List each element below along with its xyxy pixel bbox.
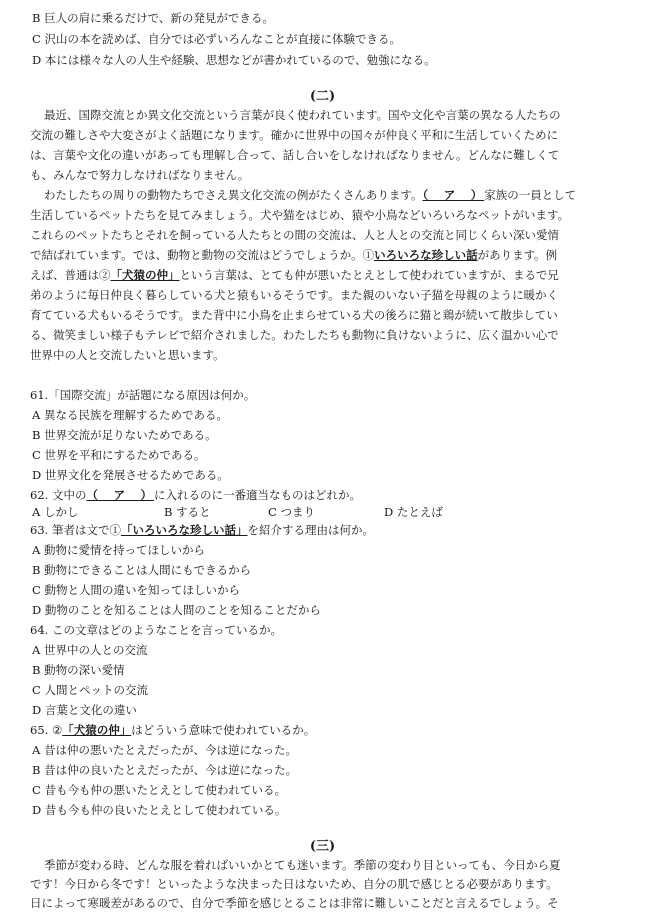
underlined-phrase-1: 「いろいろな珍しい話」 [120, 523, 248, 537]
question-text: 63. 筆者は文で① [30, 523, 121, 537]
section-heading-3: (三) [309, 839, 336, 854]
q62-option-b[interactable]: B すると [164, 505, 211, 519]
underlined-phrase-2: 「犬猿の仲」 [110, 268, 180, 282]
underlined-phrase-1: いろいろな珍しい話 [374, 248, 478, 262]
q65-option-b[interactable]: B 昔は仲の良いたとえだったが、今は逆になった。 [32, 763, 298, 777]
passage-line [44, 187, 576, 203]
passage-line: 交流の難しさや大変さがよく話題になります。確かに世界中の国々が仲良く平和に生活していくために [30, 128, 559, 142]
q62-options [32, 504, 632, 520]
underlined-phrase-2: 「犬猿の仲」 [62, 723, 132, 737]
q61-option-a[interactable]: A 異なる民族を理解するためである。 [32, 408, 228, 422]
blank-a: （ ア ） [422, 188, 485, 202]
passage-text: で結ばれています。では、動物と動物の交流はどうでしょうか。① [30, 248, 375, 262]
q61-option-c[interactable]: C 世界を平和にするためである。 [32, 448, 206, 462]
passage-text: えば、普通は② [30, 268, 111, 282]
question-text: 65. ② [30, 723, 63, 737]
prev-option-d: D 本には様々な人の人生や経験、思想などが書かれているので、勉強になる。 [32, 53, 436, 67]
q64-option-d[interactable]: D 言葉と文化の違い [32, 703, 137, 717]
passage-line: です！今日から冬です！といったような決まった日はないため、自分の肌で感じとる必要があります。 [30, 877, 558, 891]
q65-option-c[interactable]: C 昔も今も仲の悪いたとえとして使われている。 [32, 783, 286, 797]
q64-option-a[interactable]: A 世界中の人との交流 [32, 643, 148, 657]
passage-text: という言葉は、とても仲が悪いたとえとして使われていますが、まるで兄 [179, 268, 559, 282]
passage-line: これらのペットたちとそれを飼っている人たちとの間の交流は、人と人との交流と同じくらい深い愛情 [30, 228, 559, 242]
passage-line: も、みんなで努力しなければなりません。 [30, 168, 250, 182]
passage-line [30, 267, 559, 283]
q64-option-c[interactable]: C 人間とペットの交流 [32, 683, 148, 697]
question-63 [30, 522, 374, 538]
question-62 [30, 487, 361, 503]
passage-line: 育てている犬もいるそうです。また背中に小鳥を止まらせている犬の後ろに猫と鶏が続いて散歩してい [30, 308, 558, 322]
passage-line: 最近、国際交流とか異文化交流という言葉が良く使われています。国や文化や言葉の異なる人たちの [44, 108, 561, 122]
passage-text: があります。例 [477, 248, 558, 262]
q64-option-b[interactable]: B 動物の深い愛情 [32, 663, 125, 677]
passage-text: 家族の一員として [484, 188, 577, 202]
passage-line: 季節が変わる時、どんな服を着ればいいかとても迷います。季節の変わり目といっても、今日から夏 [44, 858, 561, 872]
q62-option-c[interactable]: C つまり [268, 505, 315, 519]
q63-option-a[interactable]: A 動物に愛情を持ってほしいから [32, 543, 205, 557]
q62-option-a[interactable]: A しかし [32, 505, 79, 519]
question-64: 64. この文章はどのようなことを言っているか。 [30, 623, 282, 637]
question-text: はどういう意味で使われているか。 [131, 723, 316, 737]
passage-line: は、言葉や文化の違いがあっても理解し合って、話し合いをしなければなりません。どんなに難しくて [30, 148, 560, 162]
q65-option-d[interactable]: D 昔も今も仲の良いたとえとして使われている。 [32, 803, 287, 817]
q63-option-c[interactable]: C 動物と人間の違いを知ってほしいから [32, 583, 240, 597]
q63-option-d[interactable]: D 動物のことを知ることは人間のことを知ることだから [32, 603, 321, 617]
passage-line: 生活しているペットたちを見てみましょう。犬や猫をはじめ、猿や小鳥などいろいろなペットがいます。 [30, 208, 570, 222]
blank-a: （ ア ） [86, 488, 154, 502]
q62-option-d[interactable]: D たとえば [384, 505, 443, 519]
section-heading-2: (二) [309, 89, 336, 104]
passage-line: 世界中の人と交流したいと思います。 [30, 348, 225, 362]
passage-line: 弟のように毎日仲良く暮らしている犬と猿もいるそうです。また親のいない子猫を母親のように暖かく [30, 288, 559, 302]
question-text: 62. 文中の [30, 488, 87, 502]
q63-option-b[interactable]: B 動物にできることは人間にもできるから [32, 563, 252, 577]
passage-line: る、微笑ましい様子もテレビで紹介されました。わたしたちも動物に負けないように、広く温かい心で [30, 328, 559, 342]
q61-option-d[interactable]: D 世界文化を発展させるためである。 [32, 468, 229, 482]
passage-line [30, 247, 557, 263]
question-61: 61.「国際交流」が話題になる原因は何か。 [30, 388, 256, 402]
prev-option-b: B 巨人の肩に乗るだけで、新の発見ができる。 [32, 11, 274, 25]
passage-text: わたしたちの周りの動物たちでさえ異文化交流の例がたくさんあります。 [44, 188, 423, 202]
prev-option-c: C 沢山の本を読めば、自分では必ずいろんなことが直接に体験できる。 [32, 32, 401, 46]
question-65 [30, 722, 315, 738]
question-text: に入れるのに一番適当なものはどれか。 [153, 488, 361, 502]
passage-line: 日によって寒暖差があるので、自分で季節を感じとることは非常に難しいことだと言えるでしょう。そ [30, 896, 559, 910]
q61-option-b[interactable]: B 世界交流が足りないためである。 [32, 428, 217, 442]
q65-option-a[interactable]: A 昔は仲の悪いたとえだったが、今は逆になった。 [32, 743, 297, 757]
question-text: を紹介する理由は何か。 [247, 523, 374, 537]
